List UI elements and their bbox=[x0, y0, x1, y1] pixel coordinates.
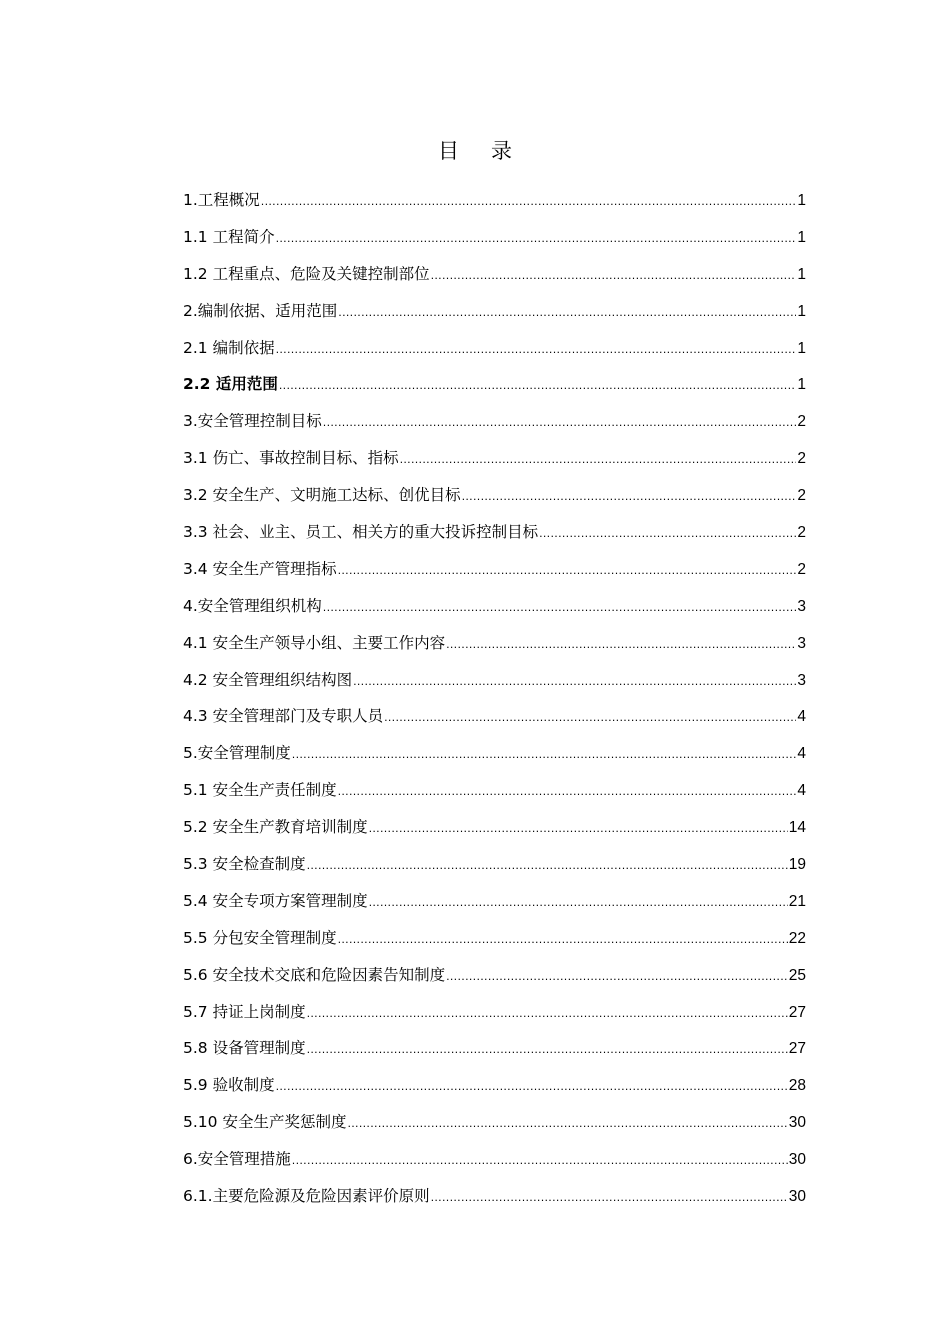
toc-entry-label: 5.9 验收制度 bbox=[183, 1076, 275, 1095]
toc-entry-label: 3.3 社会、业主、员工、相关方的重大投诉控制目标 bbox=[183, 523, 539, 542]
toc-entry[interactable] bbox=[183, 886, 806, 923]
toc-entry[interactable] bbox=[183, 738, 806, 775]
toc-entry-label: 5.3 安全检查制度 bbox=[183, 855, 306, 874]
toc-dot-leader bbox=[446, 960, 788, 992]
toc-entry[interactable] bbox=[183, 222, 806, 259]
toc-entry-page-number: 30 bbox=[788, 1188, 806, 1206]
toc-entry-page-number: 3 bbox=[797, 634, 806, 652]
toc-list bbox=[183, 185, 806, 1218]
toc-dot-leader bbox=[446, 628, 796, 660]
toc-dot-leader bbox=[369, 886, 788, 918]
toc-entry-label: 5.1 安全生产责任制度 bbox=[183, 781, 337, 800]
toc-entry[interactable] bbox=[183, 1144, 806, 1181]
toc-entry[interactable] bbox=[183, 701, 806, 738]
toc-entry-label: 4.1 安全生产领导小组、主要工作内容 bbox=[183, 633, 446, 652]
toc-entry[interactable] bbox=[183, 997, 806, 1034]
toc-dot-leader bbox=[276, 333, 797, 365]
toc-entry[interactable] bbox=[183, 406, 806, 443]
toc-entry-page-number: 4 bbox=[797, 745, 806, 763]
toc-entry[interactable] bbox=[183, 591, 806, 628]
toc-dot-leader bbox=[323, 406, 797, 438]
toc-entry[interactable] bbox=[183, 443, 806, 480]
toc-entry-page-number: 25 bbox=[788, 966, 806, 984]
toc-dot-leader bbox=[276, 1070, 788, 1102]
toc-entry[interactable] bbox=[183, 1107, 806, 1144]
toc-entry-label: 5.4 安全专项方案管理制度 bbox=[183, 891, 368, 910]
toc-entry[interactable] bbox=[183, 628, 806, 665]
toc-entry-label: 6.安全管理措施 bbox=[183, 1150, 291, 1169]
toc-entry-label: 5.5 分包安全管理制度 bbox=[183, 928, 337, 947]
toc-entry-label: 5.安全管理制度 bbox=[183, 744, 291, 763]
toc-entry-label: 5.7 持证上岗制度 bbox=[183, 1002, 306, 1021]
toc-entry-label: 1.1 工程简介 bbox=[183, 227, 275, 246]
toc-dot-leader bbox=[307, 849, 788, 881]
toc-entry-page-number: 1 bbox=[797, 228, 806, 246]
toc-entry-page-number: 2 bbox=[797, 450, 806, 468]
toc-entry-label: 5.10 安全生产奖惩制度 bbox=[183, 1113, 347, 1132]
toc-entry[interactable] bbox=[183, 812, 806, 849]
toc-dot-leader bbox=[462, 480, 797, 512]
toc-dot-leader bbox=[307, 997, 788, 1029]
toc-entry-label: 2.2 适用范围 bbox=[183, 375, 278, 394]
toc-entry-label: 2.编制依据、适用范围 bbox=[183, 301, 338, 320]
toc-dot-leader bbox=[338, 775, 797, 807]
toc-entry-page-number: 3 bbox=[797, 671, 806, 689]
toc-dot-leader bbox=[369, 812, 788, 844]
toc-entry-label: 6.1.主要危险源及危险因素评价原则 bbox=[183, 1187, 430, 1206]
toc-entry-page-number: 22 bbox=[788, 929, 806, 947]
toc-entry-page-number: 4 bbox=[797, 708, 806, 726]
toc-entry-page-number: 27 bbox=[788, 1040, 806, 1058]
toc-entry-page-number: 19 bbox=[788, 856, 806, 874]
toc-dot-leader bbox=[353, 665, 796, 697]
toc-entry-label: 5.6 安全技术交底和危险因素告知制度 bbox=[183, 965, 446, 984]
toc-entry-page-number: 28 bbox=[788, 1077, 806, 1095]
toc-entry-label: 1.工程概况 bbox=[183, 191, 260, 209]
toc-entry-page-number: 2 bbox=[797, 413, 806, 431]
toc-entry[interactable] bbox=[183, 1181, 806, 1218]
toc-dot-leader bbox=[292, 738, 797, 770]
toc-entry[interactable] bbox=[183, 185, 806, 222]
toc-entry[interactable] bbox=[183, 1070, 806, 1107]
toc-entry-page-number: 1 bbox=[797, 192, 806, 209]
toc-entry-page-number: 1 bbox=[797, 376, 806, 394]
toc-entry-page-number: 14 bbox=[788, 819, 806, 837]
toc-entry-page-number: 2 bbox=[797, 487, 806, 505]
toc-entry[interactable] bbox=[183, 849, 806, 886]
toc-entry-page-number: 1 bbox=[797, 265, 806, 283]
toc-entry[interactable] bbox=[183, 665, 806, 702]
toc-entry-label: 2.1 编制依据 bbox=[183, 338, 275, 357]
toc-dot-leader bbox=[338, 554, 797, 586]
toc-dot-leader bbox=[347, 1107, 787, 1139]
toc-dot-leader bbox=[276, 222, 797, 254]
toc-entry[interactable] bbox=[183, 480, 806, 517]
toc-entry-label: 3.2 安全生产、文明施工达标、创优目标 bbox=[183, 486, 461, 505]
toc-dot-leader bbox=[400, 443, 797, 475]
toc-dot-leader bbox=[292, 1144, 788, 1176]
toc-entry-label: 3.4 安全生产管理指标 bbox=[183, 559, 337, 578]
toc-entry-label: 4.安全管理组织机构 bbox=[183, 596, 322, 615]
toc-dot-leader bbox=[279, 369, 797, 401]
toc-entry-page-number: 27 bbox=[788, 1003, 806, 1021]
toc-dot-leader bbox=[307, 1033, 788, 1065]
toc-entry[interactable] bbox=[183, 960, 806, 997]
toc-entry-page-number: 4 bbox=[797, 782, 806, 800]
toc-dot-leader bbox=[338, 923, 788, 955]
toc-entry-page-number: 21 bbox=[788, 892, 806, 910]
toc-entry[interactable] bbox=[183, 554, 806, 591]
toc-entry-page-number: 1 bbox=[797, 302, 806, 320]
toc-entry[interactable] bbox=[183, 369, 806, 406]
toc-entry-label: 5.8 设备管理制度 bbox=[183, 1039, 306, 1058]
toc-entry-label: 3.1 伤亡、事故控制目标、指标 bbox=[183, 449, 399, 468]
toc-entry-page-number: 30 bbox=[788, 1114, 806, 1132]
toc-entry-page-number: 2 bbox=[797, 524, 806, 542]
toc-entry[interactable] bbox=[183, 517, 806, 554]
toc-title bbox=[0, 136, 950, 166]
toc-dot-leader bbox=[261, 185, 797, 217]
toc-dot-leader bbox=[384, 701, 796, 733]
toc-dot-leader bbox=[431, 1181, 788, 1213]
toc-entry-page-number: 2 bbox=[797, 560, 806, 578]
toc-entry-label: 3.安全管理控制目标 bbox=[183, 412, 322, 431]
toc-dot-leader bbox=[539, 517, 796, 549]
toc-entry[interactable] bbox=[183, 923, 806, 960]
toc-dot-leader bbox=[323, 591, 797, 623]
toc-entry-label: 4.2 安全管理组织结构图 bbox=[183, 670, 353, 689]
toc-dot-leader bbox=[338, 296, 796, 328]
toc-entry[interactable] bbox=[183, 775, 806, 812]
toc-entry-page-number: 30 bbox=[788, 1151, 806, 1169]
toc-entry[interactable] bbox=[183, 259, 806, 296]
toc-entry-page-number: 3 bbox=[797, 597, 806, 615]
toc-dot-leader bbox=[431, 259, 797, 291]
toc-entry[interactable] bbox=[183, 296, 806, 333]
toc-title-part1: 目 bbox=[438, 139, 459, 163]
toc-entry-label: 1.2 工程重点、危险及关键控制部位 bbox=[183, 264, 430, 283]
toc-entry[interactable] bbox=[183, 333, 806, 370]
toc-title-part2: 录 bbox=[491, 139, 512, 163]
toc-entry-page-number: 1 bbox=[797, 339, 806, 357]
toc-entry[interactable] bbox=[183, 1033, 806, 1070]
toc-entry-label: 5.2 安全生产教育培训制度 bbox=[183, 818, 368, 837]
toc-entry-label: 4.3 安全管理部门及专职人员 bbox=[183, 707, 384, 726]
